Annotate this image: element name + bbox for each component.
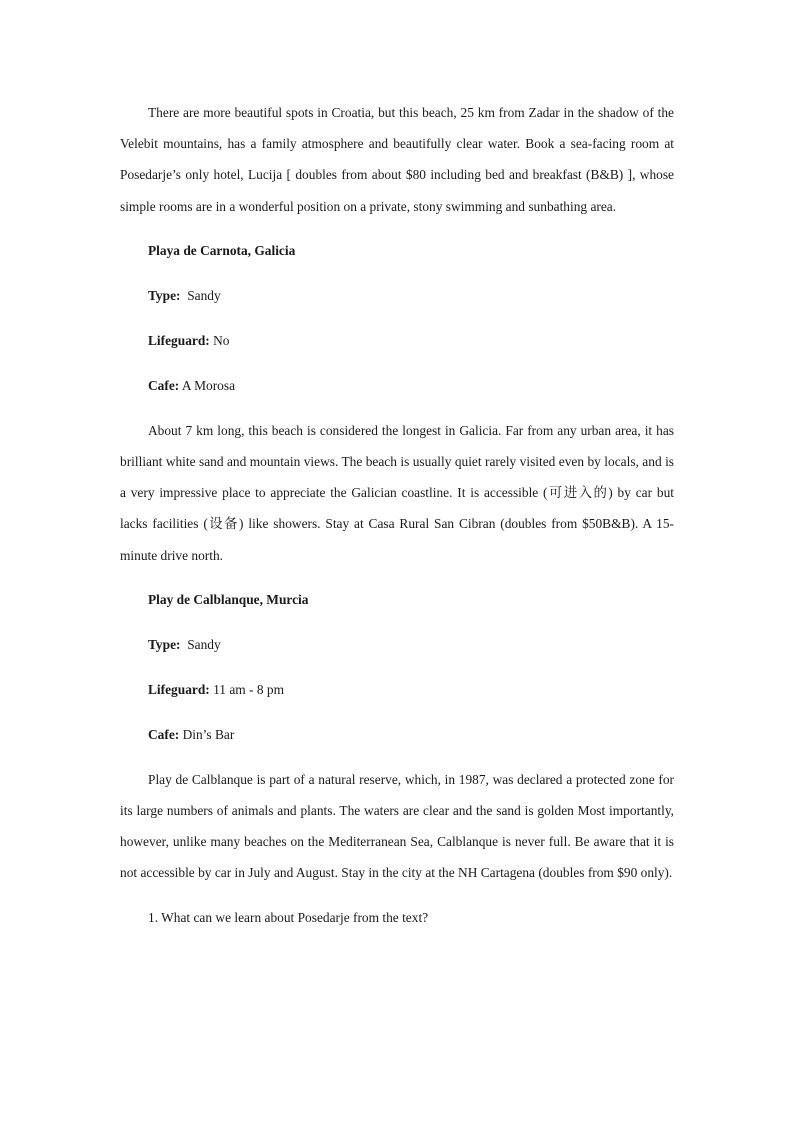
type-value: Sandy (187, 287, 221, 303)
calblanque-lifeguard (120, 674, 674, 705)
type-value: Sandy (187, 636, 221, 652)
posedarje-paragraph: There are more beautiful spots in Croatia, but this beach, 25 km from Zadar in the shadow of the Velebit mountains, has a family atmosphere and beautifully clear water. Book a sea-facing room at Posedarje’s only hotel, Lucija [ doubles from about $80 including bed and breakfast (B&B) ], whose simple rooms are in a wonderful position on a private, stony swimming and sunbathing area. (120, 105, 674, 214)
question-1: 1. What can we learn about Posedarje from the text? (148, 909, 429, 925)
lifeguard-value: 11 am - 8 pm (213, 681, 285, 697)
calblanque-cafe (120, 719, 674, 750)
cafe-label: Cafe: (148, 377, 180, 393)
cafe-value: Din’s Bar (182, 726, 235, 742)
lifeguard-label: Lifeguard: (148, 681, 210, 697)
carnota-cafe (120, 370, 674, 401)
document-page (120, 97, 674, 933)
beach-heading-carnota: Playa de Carnota, Galicia (148, 242, 296, 258)
calblanque-paragraph: Play de Calblanque is part of a natural reserve, which, in 1987, was declared a protected zone for its large numbers of animals and plants. The waters are clear and the sand is golden Most importantly, however, unlike many beaches on the Mediterranean Sea, Calblanque is never full. Be aware that it is not accessible by car in July and August. Stay in the city at the NH Cartagena (doubles from $90 only). (120, 771, 674, 881)
carnota-lifeguard (120, 325, 674, 356)
cafe-value: A Morosa (181, 377, 236, 393)
carnota-paragraph: About 7 km long, this beach is considered the longest in Galicia. Far from any urban area, it has brilliant white sand and mountain views. The beach is usually quiet rarely visited even by locals, and is a very impressive place to appreciate the Galician coastline. It is accessible (可进入的) by car but lacks facilities (设备) like showers. Stay at Casa Rural San Cibran (doubles from $50B&B). A 15-minute drive north. (120, 422, 674, 563)
lifeguard-label: Lifeguard: (148, 332, 210, 348)
beach-heading-calblanque: Play de Calblanque, Murcia (148, 591, 309, 607)
cafe-label: Cafe: (148, 726, 180, 742)
lifeguard-value: No (213, 332, 230, 348)
type-label: Type: (148, 636, 181, 652)
carnota-type (120, 280, 674, 311)
type-label: Type: (148, 287, 181, 303)
calblanque-type (120, 629, 674, 660)
